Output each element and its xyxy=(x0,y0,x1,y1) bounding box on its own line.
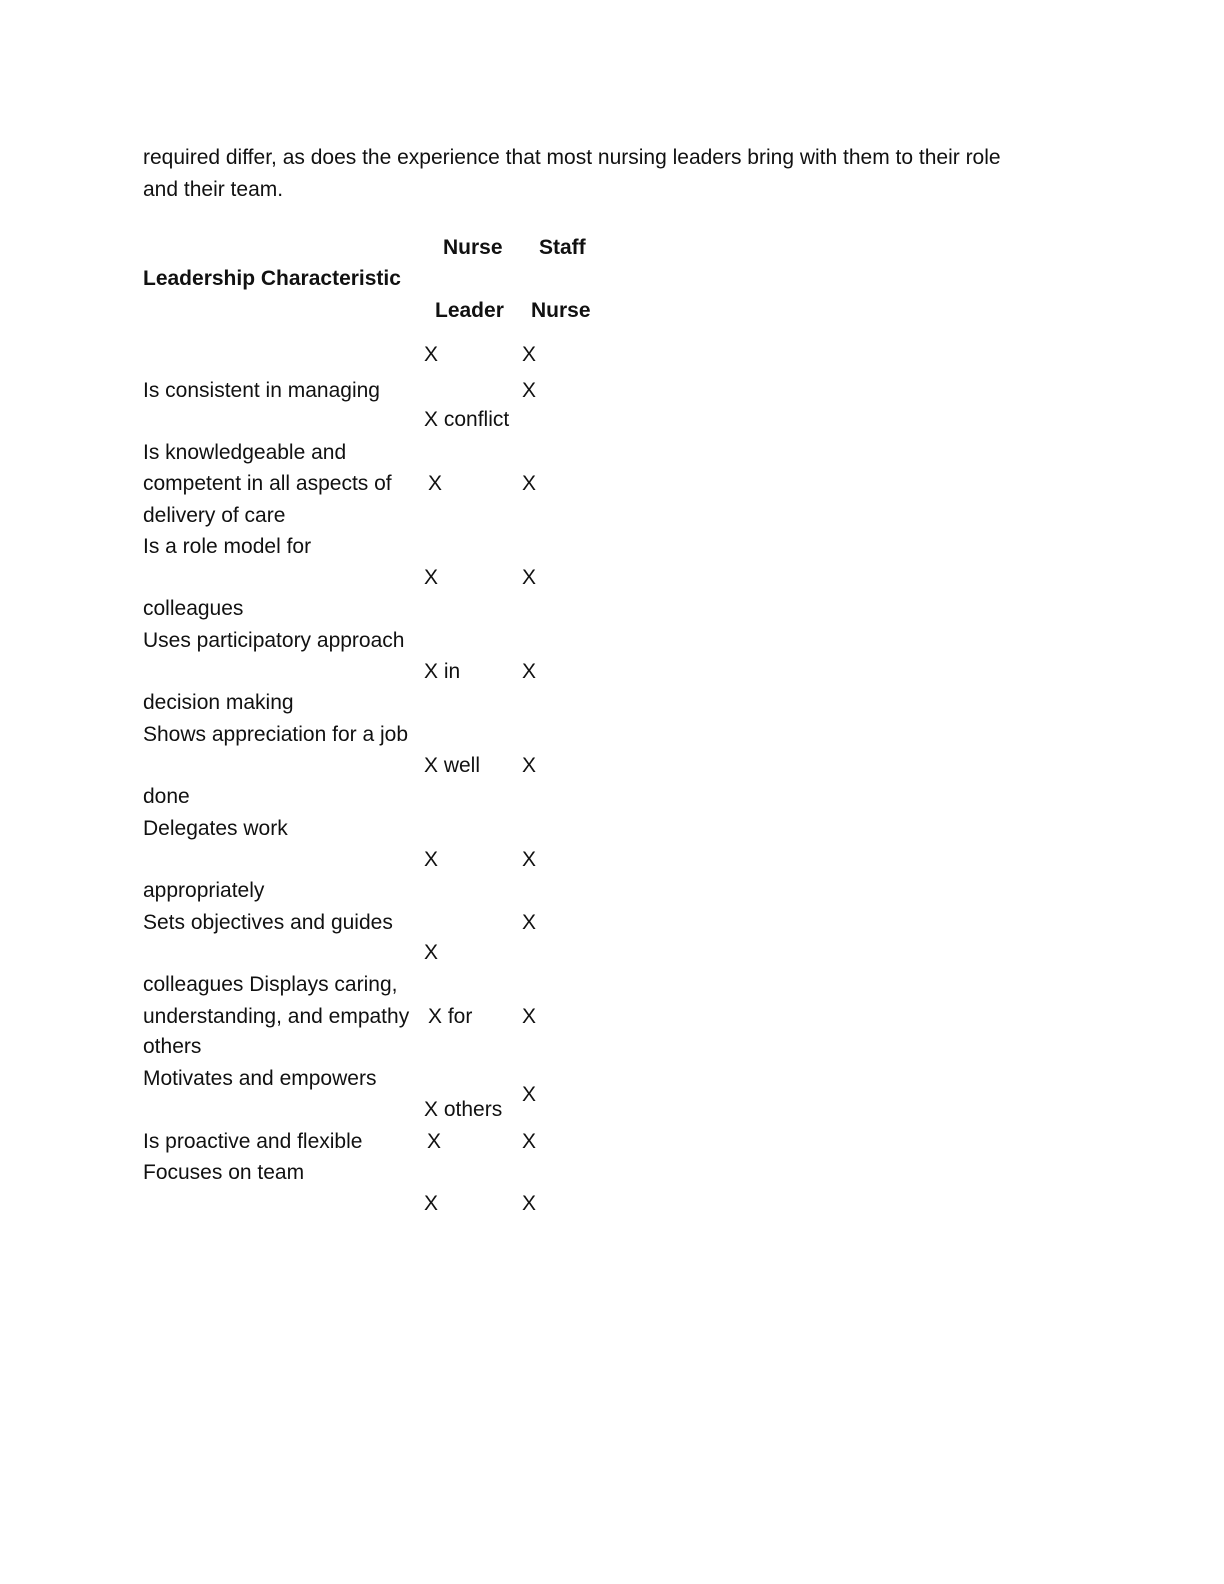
table-cell-mark: X xyxy=(424,343,439,366)
table-cell-mark: X in xyxy=(424,660,461,683)
table-cell-mark: X xyxy=(522,1083,537,1106)
table-cell-mark: X for xyxy=(428,1005,473,1028)
table-cell-mark: X xyxy=(522,754,537,777)
intro-line-2: and their team. xyxy=(143,178,284,201)
table-row-label: Sets objectives and guides xyxy=(143,911,393,934)
table-row-label: competent in all aspects of xyxy=(143,472,392,495)
table-cell-mark: X xyxy=(522,343,537,366)
header-nurse-leader-line1: Nurse xyxy=(443,236,503,259)
table-cell-mark: X xyxy=(522,379,537,402)
intro-line-1: required differ, as does the experience that most nursing leaders bring with them to their role xyxy=(143,146,1001,169)
table-row-label: Delegates work xyxy=(143,817,288,840)
table-cell-mark: X xyxy=(522,848,537,871)
table-row-label: understanding, and empathy xyxy=(143,1005,410,1028)
table-row-label: colleagues xyxy=(143,597,244,620)
table-cell-mark: X xyxy=(424,848,439,871)
table-row-label: done xyxy=(143,785,190,808)
table-row-label: others xyxy=(143,1035,202,1058)
table-cell-mark: X xyxy=(522,472,537,495)
table-row-label: Shows appreciation for a job xyxy=(143,723,408,746)
table-cell-mark: X xyxy=(522,1005,537,1028)
table-cell-mark: X well xyxy=(424,754,481,777)
table-row-label: Is consistent in managing xyxy=(143,379,380,402)
table-row-label: Motivates and empowers xyxy=(143,1067,377,1090)
header-staff-nurse-line2: Nurse xyxy=(531,299,591,322)
table-cell-mark: X xyxy=(522,911,537,934)
table-row-label: delivery of care xyxy=(143,504,286,527)
table-row-label: Is proactive and flexible xyxy=(143,1130,363,1153)
table-row-label: Is a role model for xyxy=(143,535,312,558)
table-cell-mark: X xyxy=(522,566,537,589)
header-nurse-leader-line2: Leader xyxy=(435,299,504,322)
header-staff-nurse-line1: Staff xyxy=(539,236,586,259)
table-row-label: Uses participatory approach xyxy=(143,629,405,652)
table-cell-mark: X xyxy=(522,660,537,683)
table-cell-mark: X conflict xyxy=(424,408,510,431)
table-cell-mark: X xyxy=(424,566,439,589)
table-cell-mark: X xyxy=(427,1130,442,1153)
table-row-label: appropriately xyxy=(143,879,265,902)
table-row-label: colleagues Displays caring, xyxy=(143,973,398,996)
table-cell-mark: X xyxy=(522,1192,537,1215)
table-cell-mark: X others xyxy=(424,1098,503,1121)
table-cell-mark: X xyxy=(424,941,439,964)
table-cell-mark: X xyxy=(522,1130,537,1153)
table-cell-mark: X xyxy=(428,472,443,495)
table-row-label: Is knowledgeable and xyxy=(143,441,347,464)
table-row-label: Focuses on team xyxy=(143,1161,305,1184)
table-row-label: decision making xyxy=(143,691,294,714)
table-cell-mark: X xyxy=(424,1192,439,1215)
header-leadership-characteristic: Leadership Characteristic xyxy=(143,267,401,290)
